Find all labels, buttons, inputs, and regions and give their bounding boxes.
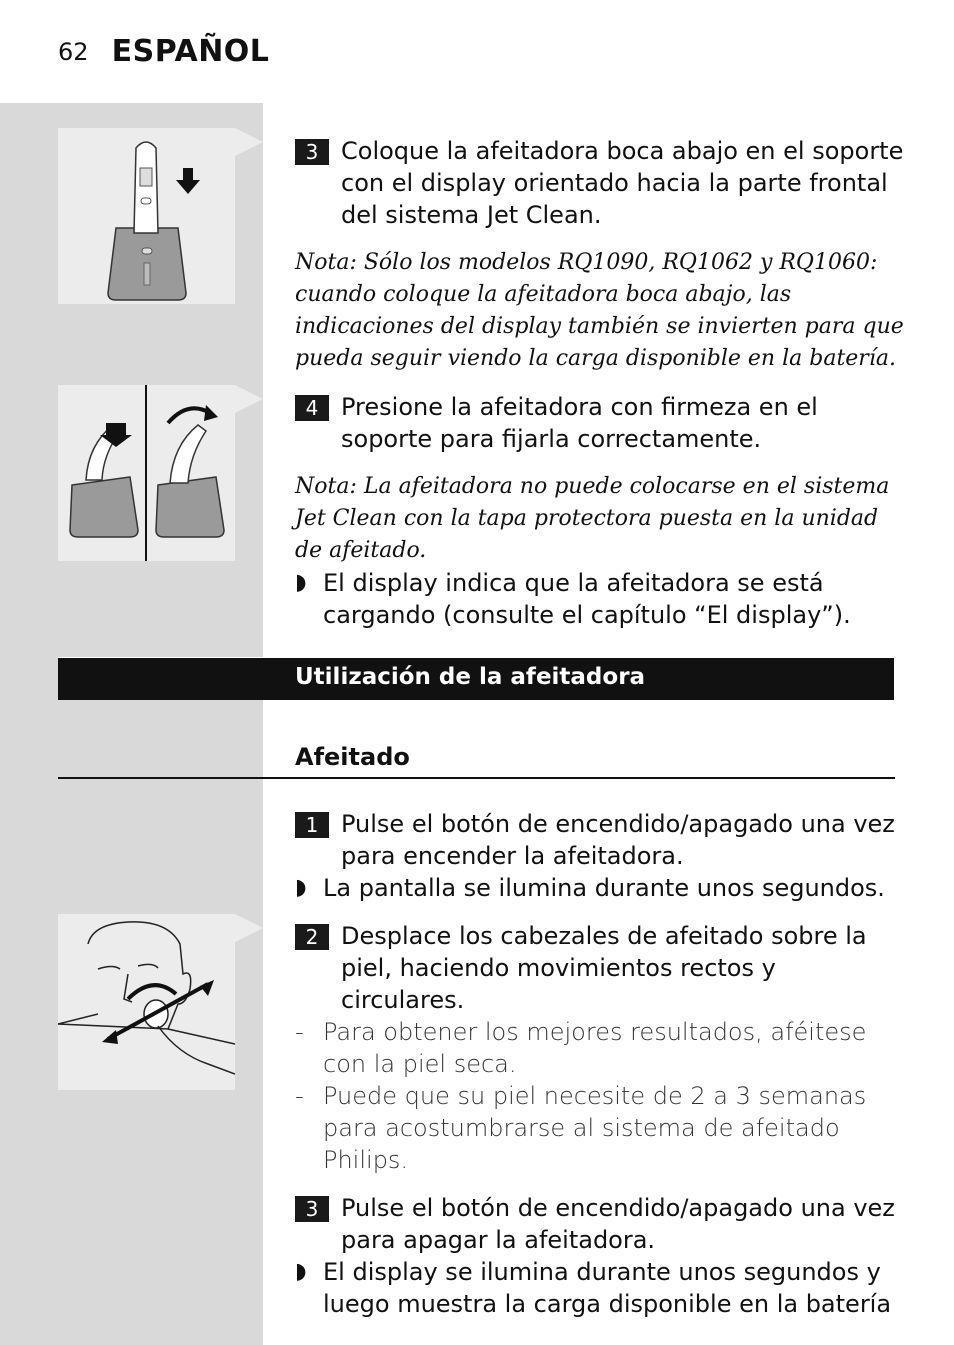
tip-dry-skin — [295, 1016, 905, 1080]
step-number: 2 — [295, 924, 329, 950]
note-protection-cap: Nota: La afeitadora no puede colocarse en el sistema Jet Clean con la tapa protectora puesta en la unidad de afeitado. — [295, 474, 890, 563]
result-battery-display — [295, 1256, 905, 1320]
step-text: Pulse el botón de encendido/apagado una vez para apagar la afeitadora. — [341, 1194, 895, 1254]
result-text: La pantalla se ilumina durante unos segundos. — [323, 874, 885, 902]
result-text: El display se ilumina durante unos segundos y luego muestra la carga disponible en la batería — [323, 1258, 892, 1318]
instruction-block-1 — [295, 135, 905, 631]
step-text: Desplace los cabezales de afeitado sobre la piel, haciendo movimientos rectos y circulares. — [341, 922, 867, 1014]
result-screen-lights — [295, 872, 905, 904]
bullet-icon: ◗ — [295, 1259, 307, 1284]
step-number: 4 — [295, 395, 329, 421]
result-charging — [295, 567, 905, 631]
section-title: Utilización de la afeitadora — [295, 664, 646, 690]
step-number: 3 — [295, 1196, 329, 1222]
step-text: Coloque la afeitadora boca abajo en el soporte con el display orientado hacia la parte frontal del sistema Jet Clean. — [341, 137, 904, 229]
tip-text: Para obtener los mejores resultados, aféitese con la piel seca. — [323, 1018, 867, 1078]
dash-icon: - — [295, 1082, 304, 1110]
page-header — [58, 34, 269, 69]
shaving-face-icon — [58, 914, 235, 1090]
subsection-title: Afeitado — [295, 743, 410, 771]
page-number: 62 — [58, 37, 89, 66]
step-text: Presione la afeitadora con firmeza en el soporte para fijarla correctamente. — [341, 393, 818, 453]
tip-adaptation — [295, 1080, 905, 1176]
shaver-in-jet-clean-icon — [58, 128, 235, 304]
result-text: El display indica que la afeitadora se está cargando (consulte el capítulo “El display”). — [323, 569, 851, 629]
step-2-move-heads — [295, 920, 905, 1016]
step-3-switch-off — [295, 1192, 905, 1256]
press-shaver-into-holder-icon — [58, 385, 235, 561]
divider — [58, 777, 895, 779]
step-1-switch-on — [295, 808, 905, 872]
dash-icon: - — [295, 1018, 304, 1046]
tip-text: Puede que su piel necesite de 2 a 3 semanas para acostumbrarse al sistema de afeitado Philips. — [323, 1082, 867, 1174]
instruction-block-2 — [295, 808, 905, 1320]
bullet-icon: ◗ — [295, 875, 307, 900]
illustration-pointer — [235, 128, 263, 156]
step-number: 1 — [295, 812, 329, 838]
note-models: Nota: Sólo los modelos RQ1090, RQ1062 y RQ1060: cuando coloque la afeitadora boca abajo, las indicaciones del display también se invierten para que pueda seguir viendo la carga disponible en la batería. — [295, 250, 904, 371]
step-text: Pulse el botón de encendido/apagado una vez para encender la afeitadora. — [341, 810, 895, 870]
section-header — [58, 657, 894, 700]
language-title: ESPAÑOL — [111, 34, 270, 69]
step-3-setup — [295, 135, 905, 231]
illustration-pointer — [235, 385, 263, 413]
step-4-press — [295, 391, 905, 455]
illustration-pointer — [235, 914, 263, 942]
step-number: 3 — [295, 139, 329, 165]
bullet-icon: ◗ — [295, 570, 307, 595]
